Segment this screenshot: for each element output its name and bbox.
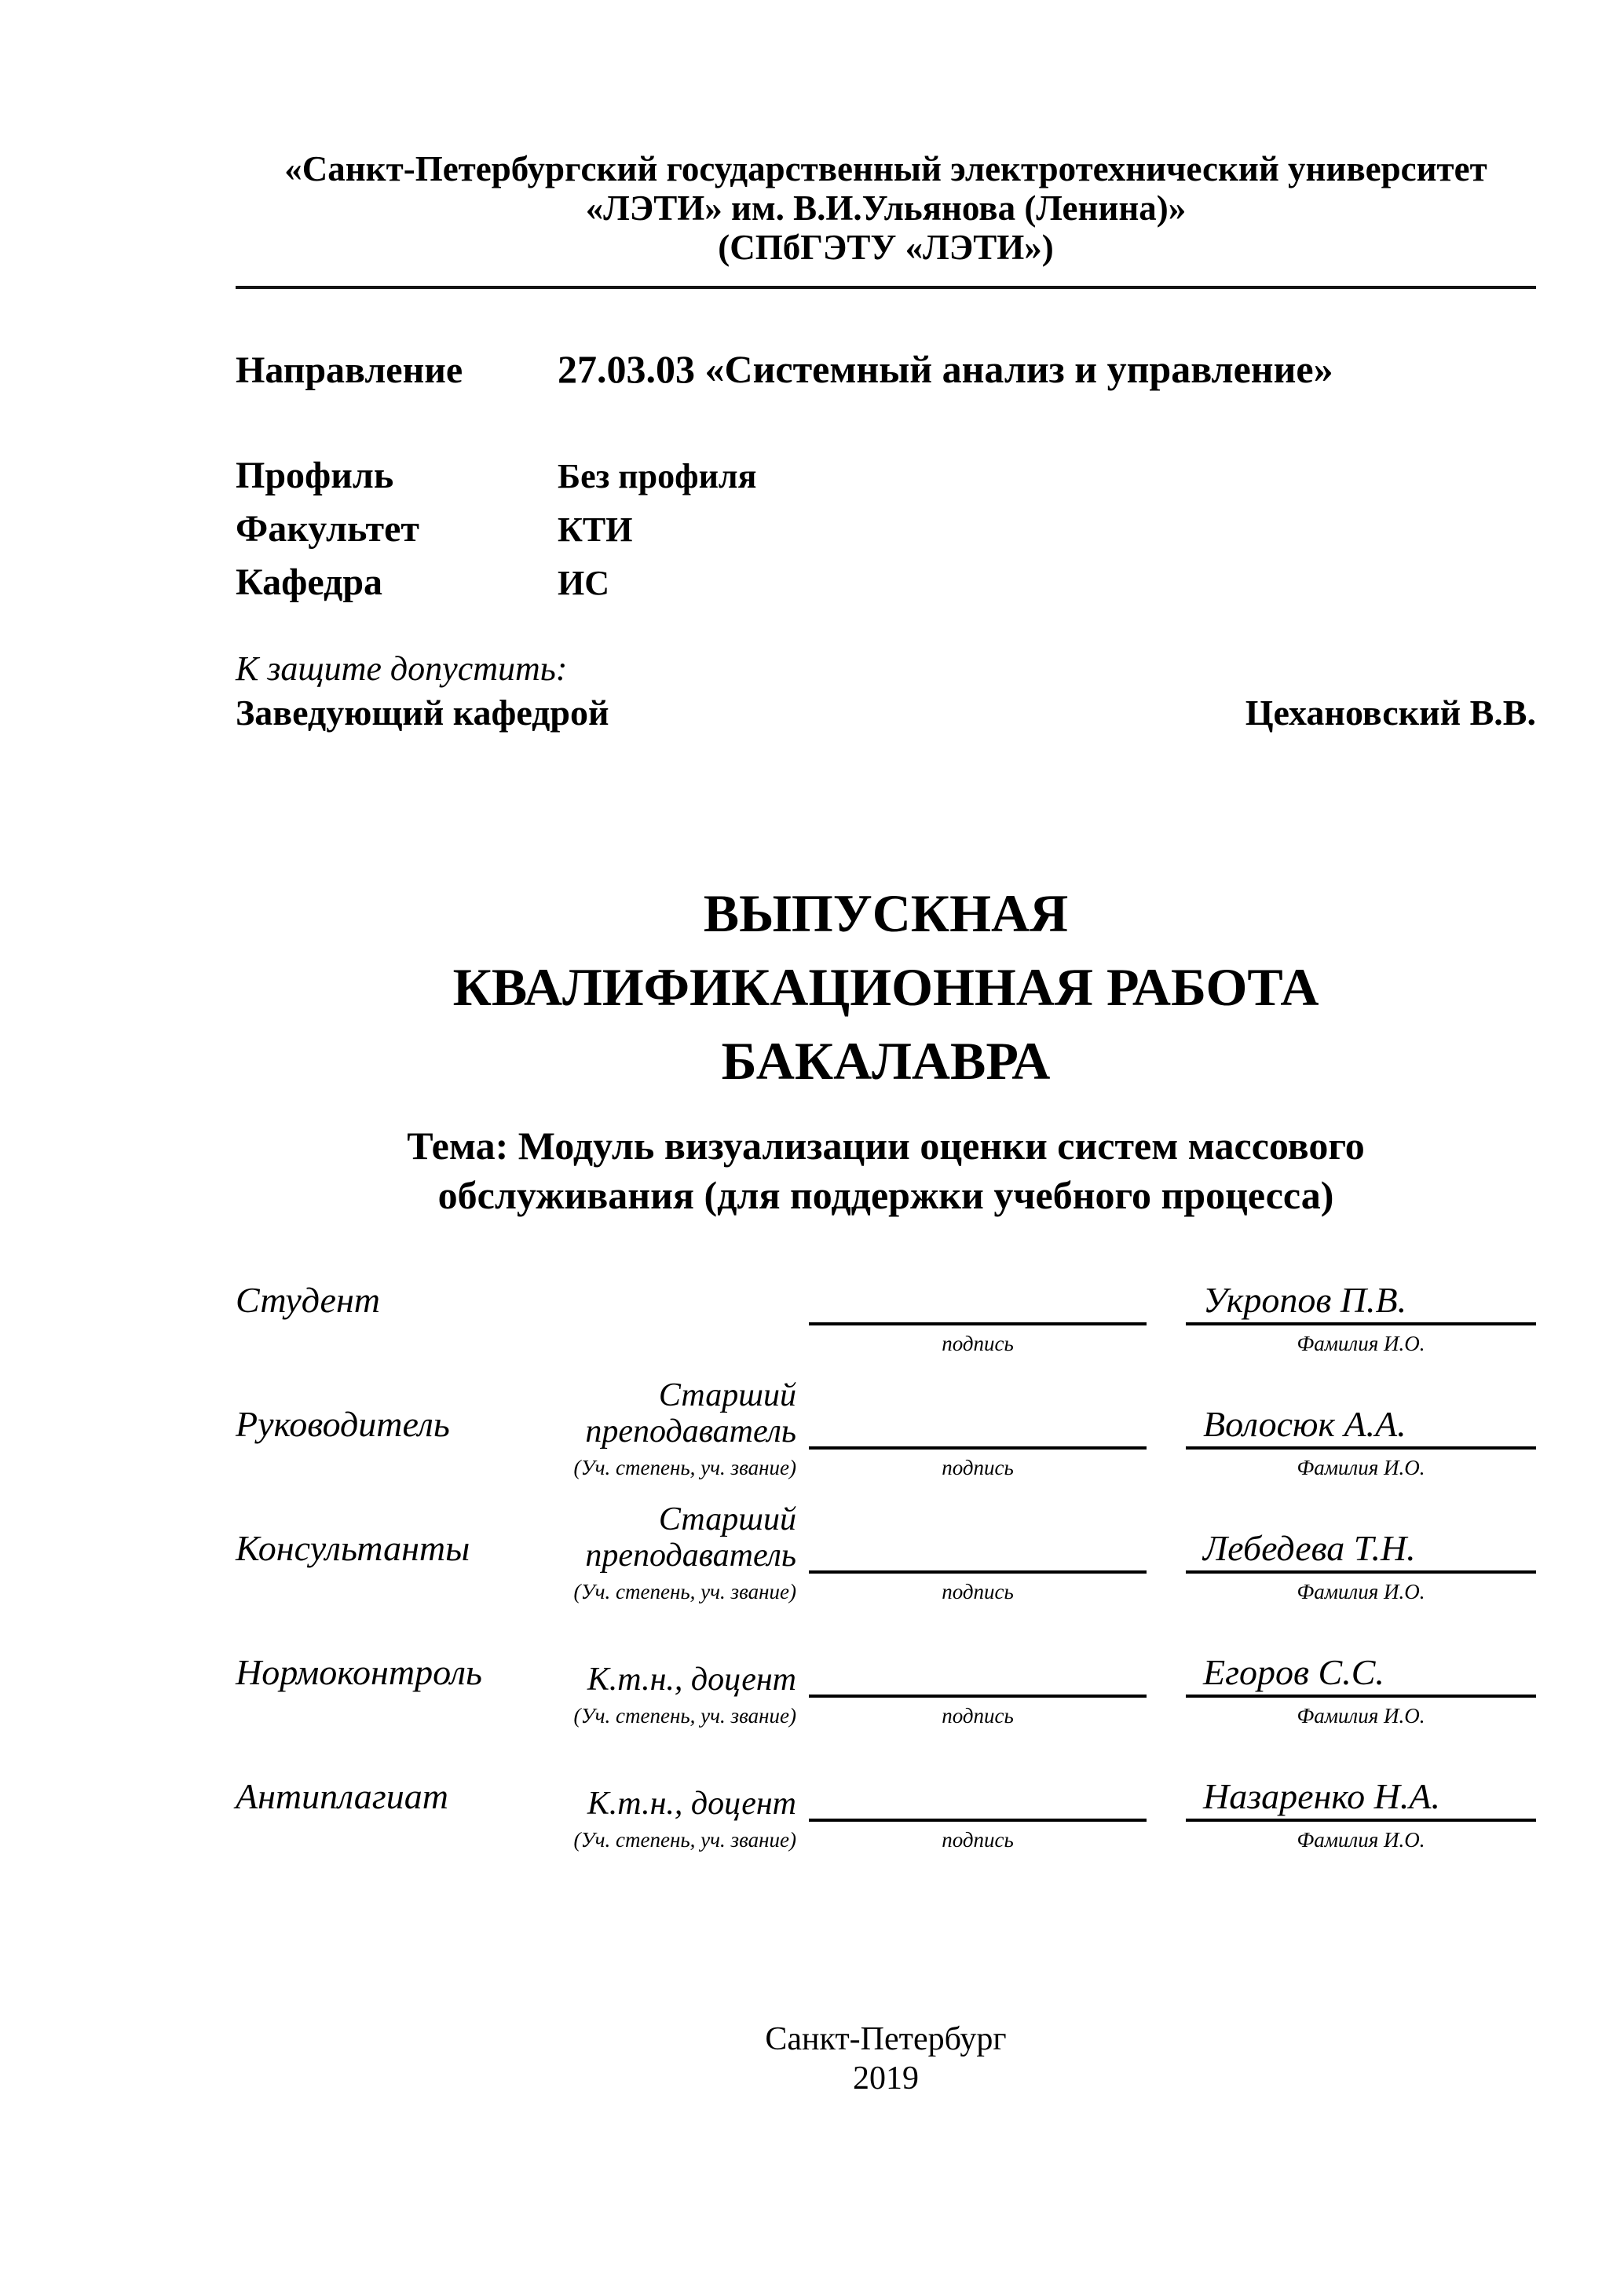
degree-text: К.т.н., доцент (587, 1786, 796, 1822)
name-cell (1186, 1278, 1536, 1357)
footer (236, 2020, 1536, 2098)
faculty-label: Факультет (236, 508, 419, 550)
department-value: ИС (558, 564, 609, 602)
person-name: Укропов П.В. (1186, 1278, 1536, 1325)
signature-line (809, 1406, 1147, 1450)
signature-cell (809, 1281, 1147, 1357)
admission-row (236, 691, 1536, 735)
signature-line (809, 1778, 1147, 1822)
degree-cell (495, 1501, 809, 1605)
direction-value: 27.03.03 «Системный анализ и управление» (558, 347, 1333, 391)
person-name: Егоров С.С. (1186, 1651, 1536, 1698)
role-label: Нормоконтроль (236, 1652, 482, 1692)
role-label: Антиплагиат (236, 1776, 448, 1816)
degree-caption: (Уч. степень, уч. звание) (573, 1580, 796, 1603)
department-label: Кафедра (236, 561, 383, 603)
signature-line (809, 1281, 1147, 1325)
name-caption: Фамилия И.О. (1297, 1828, 1425, 1852)
signature-cell (809, 1778, 1147, 1853)
degree-text: Старший преподаватель (585, 1501, 796, 1574)
name-cell (1186, 1402, 1536, 1481)
signature-row-norm-control (236, 1605, 1536, 1729)
footer-year: 2019 (853, 2060, 919, 2097)
degree-cell (495, 1377, 809, 1481)
signature-caption: подпись (942, 1332, 1014, 1355)
signature-row-student (236, 1233, 1536, 1357)
footer-city: Санкт-Петербург (765, 2021, 1007, 2057)
signature-caption: подпись (942, 1704, 1014, 1727)
signature-line (809, 1530, 1147, 1574)
department-row (236, 556, 1536, 609)
signature-cell (809, 1530, 1147, 1605)
head-of-department-name: Цехановский В.В. (1245, 693, 1536, 733)
degree-cell (495, 1662, 809, 1729)
degree-text: К.т.н., доцент (587, 1662, 796, 1698)
work-title-line-3: БАКАЛАВРА (721, 1031, 1051, 1091)
signature-line (809, 1654, 1147, 1698)
university-name-line-3: (СПбГЭТУ «ЛЭТИ») (718, 228, 1054, 267)
name-caption: Фамилия И.О. (1297, 1704, 1425, 1727)
person-name: Лебедева Т.Н. (1186, 1526, 1536, 1574)
thesis-theme: Тема: Модуль визуализации оценки систем массового обслуживания (для поддержки учебного процесса) (407, 1124, 1365, 1217)
person-name: Назаренко Н.А. (1186, 1775, 1536, 1822)
signature-cell (809, 1654, 1147, 1729)
university-header (236, 149, 1536, 267)
name-caption: Фамилия И.О. (1297, 1332, 1425, 1355)
signature-caption: подпись (942, 1456, 1014, 1479)
degree-caption: (Уч. степень, уч. звание) (573, 1828, 796, 1852)
signature-caption: подпись (942, 1580, 1014, 1603)
signature-row-consultants (236, 1481, 1536, 1605)
profile-label: Профиль (236, 455, 394, 496)
name-cell (1186, 1526, 1536, 1605)
role-label: Студент (236, 1280, 380, 1320)
role-label: Руководитель (236, 1404, 450, 1444)
profile-value: Без профиля (558, 457, 757, 495)
header-divider (236, 286, 1536, 289)
direction-label: Направление (236, 349, 463, 391)
university-name-line-2: «ЛЭТИ» им. В.И.Ульянова (Ленина)» (585, 188, 1187, 228)
university-name-line-1: «Санкт-Петербургский государственный электротехнический университет (284, 149, 1487, 188)
signatures-section (236, 1233, 1536, 1853)
degree-caption: (Уч. степень, уч. звание) (573, 1704, 796, 1727)
admission-line: К защите допустить: (236, 649, 568, 688)
degree-caption: (Уч. степень, уч. звание) (573, 1456, 796, 1479)
person-name: Волосюк А.А. (1186, 1402, 1536, 1450)
head-of-department-label: Заведующий кафедрой (236, 693, 609, 733)
faculty-value: КТИ (558, 510, 633, 549)
faculty-row (236, 503, 1536, 556)
work-title (236, 876, 1536, 1098)
name-caption: Фамилия И.О. (1297, 1456, 1425, 1479)
degree-text: Старший преподаватель (585, 1377, 796, 1450)
name-cell (1186, 1775, 1536, 1853)
info-rows (236, 449, 1536, 609)
signature-row-antiplagiarism (236, 1729, 1536, 1853)
name-cell (1186, 1651, 1536, 1729)
work-title-line-1: ВЫПУСКНАЯ (703, 883, 1069, 943)
signature-row-supervisor (236, 1357, 1536, 1481)
name-caption: Фамилия И.О. (1297, 1580, 1425, 1603)
direction-row (236, 345, 1536, 394)
signature-cell (809, 1406, 1147, 1481)
degree-cell (495, 1786, 809, 1853)
role-label: Консультанты (236, 1528, 470, 1568)
admission-block (236, 647, 1536, 735)
signature-caption: подпись (942, 1828, 1014, 1852)
work-title-line-2: КВАЛИФИКАЦИОННАЯ РАБОТА (452, 957, 1319, 1017)
profile-row (236, 449, 1536, 503)
